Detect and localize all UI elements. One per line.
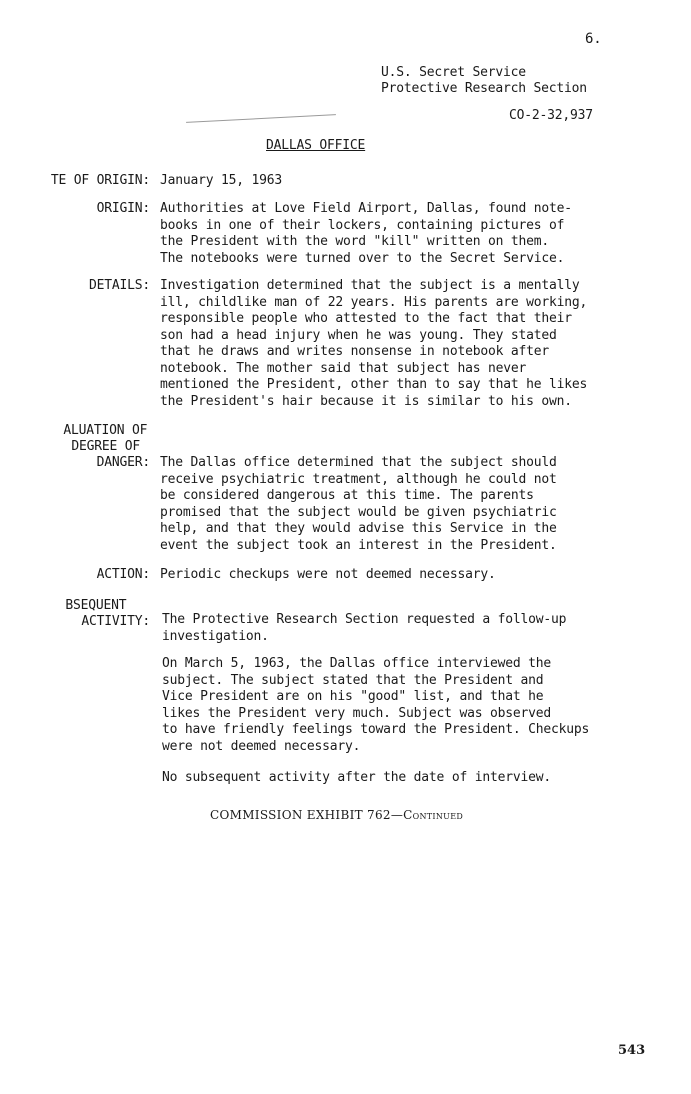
subsequent-label-line: BSEQUENT (65, 598, 127, 613)
details-line: responsible people who attested to the fact that their (160, 311, 572, 326)
date-of-origin-value: January 15, 1963 (160, 173, 283, 188)
details-label: DETAILS: (88, 278, 150, 293)
evaluation-line: help, and that they would advise this Service in the (160, 521, 557, 536)
origin-text (160, 201, 572, 267)
origin-line: the President with the word "kill" written on them. (160, 234, 549, 249)
exhibit-caption: COMMISSION EXHIBIT 762—Continued (210, 808, 464, 822)
origin-line: The notebooks were turned over to the Secret Service. (160, 250, 565, 266)
details-line: notebook. The mother said that subject has never (160, 360, 527, 376)
office-heading: DALLAS OFFICE (266, 138, 366, 153)
subsequent-line: Vice President are on his "good" list, and that he (162, 689, 544, 704)
origin-line: books in one of their lockers, containing pictures of (160, 217, 565, 233)
evaluation-line: be considered dangerous at this time. The parents (160, 488, 534, 503)
details-line: ill, childlike man of 22 years. His parents are working, (160, 294, 588, 310)
subsequent-label-line: ACTIVITY: (81, 614, 150, 629)
subsequent-paragraph-2 (162, 656, 589, 755)
action-value: Periodic checkups were not deemed necessary. (160, 567, 496, 582)
agency-name: U.S. Secret Service (381, 65, 526, 80)
subsequent-line: subject. The subject stated that the President and (162, 672, 544, 688)
subsequent-line: investigation. (162, 628, 269, 644)
file-number: CO-2-32,937 (509, 108, 593, 123)
evaluation-text (160, 455, 557, 554)
evaluation-line: The Dallas office determined that the subject should (160, 455, 557, 470)
evaluation-label (63, 423, 150, 471)
evaluation-line: event the subject took an interest in the President. (160, 537, 557, 553)
subsequent-line: On March 5, 1963, the Dallas office interviewed the (162, 656, 551, 671)
page-marker: 6. (585, 31, 602, 47)
subsequent-line: The Protective Research Section requested a follow-up (162, 612, 567, 627)
subsequent-line: to have friendly feelings toward the President. Checkups (162, 722, 590, 737)
page-number: 543 (618, 1043, 646, 1058)
evaluation-label-line: DANGER: (96, 455, 150, 470)
action-label: ACTION: (96, 567, 150, 582)
details-line: the President's hair because it is similar to his own. (160, 393, 572, 409)
scan-artifact-line (186, 114, 336, 123)
details-line: son had a head injury when he was young. They stated (160, 327, 557, 343)
evaluation-label-line: DEGREE OF (71, 439, 140, 454)
date-of-origin-label: TE OF ORIGIN: (50, 173, 150, 188)
subsequent-paragraph-1 (162, 612, 566, 645)
origin-line: Authorities at Love Field Airport, Dallas, found note- (160, 201, 572, 216)
evaluation-label-line: ALUATION OF (63, 423, 148, 438)
details-line: Investigation determined that the subject is a mentally (160, 278, 580, 293)
subsequent-paragraph-3: No subsequent activity after the date of interview. (162, 770, 551, 785)
details-line: that he draws and writes nonsense in notebook after (160, 344, 549, 359)
subsequent-line: likes the President very much. Subject was observed (162, 705, 551, 721)
subsequent-line: were not deemed necessary. (162, 738, 361, 754)
section-name: Protective Research Section (381, 81, 587, 96)
details-line: mentioned the President, other than to say that he likes (160, 377, 588, 392)
origin-label: ORIGIN: (96, 201, 150, 216)
subsequent-label (65, 598, 150, 630)
evaluation-line: receive psychiatric treatment, although he could not (160, 471, 557, 487)
details-text (160, 278, 587, 410)
evaluation-line: promised that the subject would be given psychiatric (160, 504, 557, 520)
